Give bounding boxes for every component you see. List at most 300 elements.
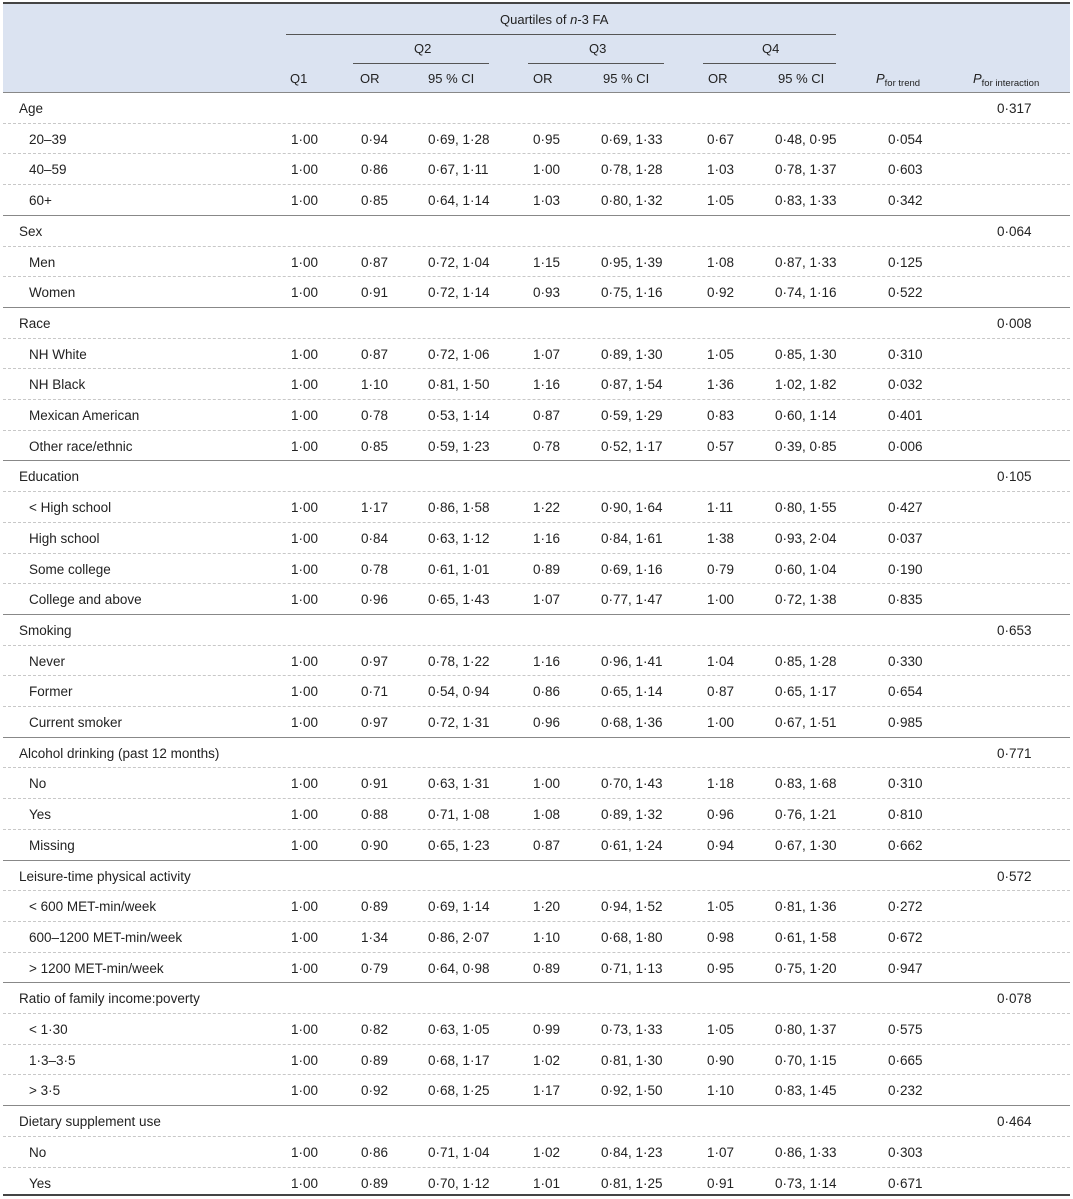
p-interaction-value: 0·572 [997, 868, 1032, 884]
q3-header: Q3 [589, 41, 607, 56]
p-interaction-value: 0·771 [997, 745, 1032, 761]
group-label: Race [19, 315, 51, 331]
cell-q4-or: 0·96 [707, 807, 735, 823]
cell-q2-or: 1·34 [361, 929, 389, 945]
cell-q2-or: 0·86 [361, 1144, 389, 1160]
cell-q2-or: 0·79 [361, 960, 389, 976]
cell-q1: 1·00 [291, 837, 319, 853]
row-label: NH White [29, 346, 87, 362]
cell-p-trend: 0·037 [888, 530, 923, 546]
p-interaction-value: 0·653 [997, 622, 1032, 638]
cell-q2-ci: 0·71, 1·04 [428, 1144, 490, 1160]
q3-ci-header: 95 % CI [603, 71, 650, 86]
cell-p-trend: 0·603 [888, 162, 923, 178]
table-row [3, 921, 1070, 953]
group-header-row [3, 1105, 1070, 1137]
cell-q4-ci: 0·86, 1·33 [775, 1144, 837, 1160]
cell-q3-or: 0·89 [533, 561, 561, 577]
cell-q1: 1·00 [291, 254, 319, 270]
cell-q3-ci: 0·90, 1·64 [601, 500, 663, 516]
cell-q4-or: 1·07 [707, 1144, 735, 1160]
q3-or-header: OR [533, 71, 553, 86]
cell-q4-or: 0·91 [707, 1175, 735, 1191]
cell-q3-ci: 0·81, 1·30 [601, 1052, 663, 1068]
table-row [3, 184, 1070, 216]
cell-p-trend: 0·054 [888, 131, 923, 147]
cell-q2-or: 0·84 [361, 530, 389, 546]
cell-q3-or: 1·08 [533, 807, 561, 823]
group-header-row [3, 982, 1070, 1014]
row-label: > 3·5 [29, 1083, 61, 1099]
cell-q4-or: 1·05 [707, 193, 735, 209]
cell-q4-or: 0·95 [707, 960, 735, 976]
cell-q3-ci: 0·69, 1·33 [601, 131, 663, 147]
cell-q2-or: 0·89 [361, 1052, 389, 1068]
row-label: Men [29, 254, 56, 270]
cell-q2-or: 0·90 [361, 837, 389, 853]
cell-q1: 1·00 [291, 408, 319, 423]
cell-p-trend: 0·032 [888, 377, 923, 393]
table-row [3, 952, 1070, 984]
cell-q1: 1·00 [291, 653, 319, 669]
cell-q2-ci: 0·86, 2·07 [428, 929, 490, 945]
row-label: Mexican American [29, 408, 140, 423]
cell-q3-ci: 0·69, 1·16 [601, 561, 663, 577]
group-header-row [3, 215, 1070, 247]
cell-q2-or: 0·92 [361, 1083, 389, 1099]
group-label: Age [19, 101, 44, 116]
cell-p-trend: 0·310 [888, 346, 923, 362]
table-row [3, 645, 1070, 677]
cell-q1: 1·00 [291, 561, 319, 577]
cell-q4-ci: 0·74, 1·16 [775, 285, 837, 301]
cell-q2-or: 0·85 [361, 193, 389, 209]
cell-q2-ci: 0·59, 1·23 [428, 438, 490, 454]
cell-q4-or: 1·08 [707, 254, 735, 270]
cell-q3-or: 1·02 [533, 1144, 561, 1160]
cell-q3-or: 1·16 [533, 530, 561, 546]
cell-p-trend: 0·272 [888, 899, 923, 915]
cell-q4-ci: 0·72, 1·38 [775, 592, 837, 608]
cell-q1: 1·00 [291, 1144, 319, 1160]
cell-q2-or: 0·97 [361, 653, 389, 669]
cell-p-trend: 0·985 [888, 715, 923, 730]
cell-p-trend: 0·190 [888, 561, 923, 577]
cell-q3-ci: 0·96, 1·41 [601, 653, 663, 669]
cell-p-trend: 0·006 [888, 438, 923, 454]
cell-q2-ci: 0·61, 1·01 [428, 561, 490, 577]
cell-q3-or: 0·87 [533, 408, 561, 423]
cell-q3-or: 0·89 [533, 960, 561, 976]
p-interaction-value: 0·317 [997, 101, 1032, 116]
cell-q2-ci: 0·70, 1·12 [428, 1175, 490, 1191]
cell-q2-or: 0·78 [361, 561, 389, 577]
cell-q2-ci: 0·64, 1·14 [428, 193, 490, 209]
cell-q1: 1·00 [291, 500, 319, 516]
cell-q4-ci: 0·48, 0·95 [775, 131, 837, 147]
cell-q3-ci: 0·78, 1·28 [601, 162, 663, 178]
cell-q4-or: 0·79 [707, 561, 735, 577]
cell-q4-ci: 0·67, 1·30 [775, 837, 837, 853]
row-label: High school [29, 530, 100, 546]
cell-q3-or: 0·99 [533, 1022, 561, 1037]
table-row [3, 706, 1070, 738]
cell-q4-ci: 0·78, 1·37 [775, 162, 837, 178]
table-row [3, 890, 1070, 922]
row-label: Other race/ethnic [29, 438, 133, 454]
cell-q3-or: 0·96 [533, 715, 561, 730]
cell-p-trend: 0·835 [888, 592, 923, 608]
p-interaction-value: 0·105 [997, 469, 1032, 485]
cell-q2-ci: 0·63, 1·05 [428, 1022, 490, 1037]
cell-q1: 1·00 [291, 807, 319, 823]
cell-q3-ci: 0·77, 1·47 [601, 592, 663, 608]
row-label: 20–39 [29, 131, 67, 147]
cell-q4-ci: 0·75, 1·20 [775, 960, 837, 976]
cell-q1: 1·00 [291, 285, 319, 301]
cell-q2-or: 0·94 [361, 131, 389, 147]
group-label: Smoking [19, 622, 72, 638]
cell-q2-ci: 0·63, 1·31 [428, 776, 490, 792]
cell-q2-or: 0·91 [361, 285, 389, 301]
cell-q3-ci: 0·89, 1·30 [601, 346, 663, 362]
cell-q2-ci: 0·72, 1·06 [428, 346, 490, 362]
cell-q3-or: 1·03 [533, 193, 561, 209]
cell-p-trend: 0·575 [888, 1022, 923, 1037]
p-trend-header: $P_{for trend}$ [876, 71, 921, 89]
group-label: Alcohol drinking (past 12 months) [19, 745, 220, 761]
cell-q3-ci: 0·59, 1·29 [601, 408, 663, 423]
cell-p-trend: 0·672 [888, 929, 923, 945]
cell-q1: 1·00 [291, 899, 319, 915]
cell-q3-or: 1·00 [533, 162, 561, 178]
cell-q3-ci: 0·95, 1·39 [601, 254, 663, 270]
group-label: Education [19, 469, 80, 485]
cell-p-trend: 0·342 [888, 193, 923, 209]
cell-q3-ci: 0·68, 1·80 [601, 929, 663, 945]
cell-q4-ci: 0·60, 1·14 [775, 408, 837, 423]
row-label: Current smoker [29, 715, 123, 730]
cell-q4-or: 1·38 [707, 530, 735, 546]
cell-q4-ci: 0·81, 1·36 [775, 899, 837, 915]
cell-q3-or: 0·93 [533, 285, 561, 301]
cell-p-trend: 0·662 [888, 837, 923, 853]
row-label: < 1·30 [29, 1022, 68, 1037]
cell-q4-ci: 0·83, 1·45 [775, 1083, 837, 1099]
row-label: Former [29, 684, 73, 700]
cell-q4-ci: 0·85, 1·28 [775, 653, 837, 669]
cell-q4-ci: 0·39, 0·85 [775, 438, 837, 454]
q2-ci-header: 95 % CI [428, 71, 475, 86]
cell-q2-or: 0·71 [361, 684, 389, 700]
cell-q2-or: 1·17 [361, 500, 389, 516]
cell-p-trend: 0·810 [888, 807, 923, 823]
cell-q3-or: 1·16 [533, 377, 561, 393]
cell-q4-ci: 0·76, 1·21 [775, 807, 837, 823]
table-row [3, 368, 1070, 400]
row-label: Missing [29, 837, 75, 853]
cell-q2-or: 0·88 [361, 807, 389, 823]
cell-q2-ci: 0·71, 1·08 [428, 807, 490, 823]
cell-q3-or: 1·01 [533, 1175, 561, 1191]
cell-p-trend: 0·947 [888, 960, 923, 976]
cell-q3-ci: 0·80, 1·32 [601, 193, 663, 209]
p-interaction-value: 0·464 [997, 1114, 1032, 1130]
cell-q3-ci: 0·84, 1·23 [601, 1144, 663, 1160]
cell-q4-ci: 0·80, 1·55 [775, 500, 837, 516]
table-bottom-rule [3, 1194, 1070, 1196]
cell-q4-ci: 0·87, 1·33 [775, 254, 837, 270]
row-label: Women [29, 285, 76, 301]
table-row [3, 1044, 1070, 1076]
cell-q3-or: 0·86 [533, 684, 561, 700]
cell-q4-or: 0·83 [707, 408, 735, 423]
cell-q2-or: 0·82 [361, 1022, 389, 1037]
cell-q3-ci: 0·52, 1·17 [601, 438, 663, 454]
cell-q4-or: 1·05 [707, 346, 735, 362]
cell-p-trend: 0·330 [888, 653, 923, 669]
cell-q1: 1·00 [291, 530, 319, 546]
cell-q4-or: 1·03 [707, 162, 735, 178]
cell-q4-or: 1·18 [707, 776, 735, 792]
cell-q3-ci: 0·70, 1·43 [601, 776, 663, 792]
cell-q4-ci: 0·73, 1·14 [775, 1175, 837, 1191]
cell-q4-ci: 0·80, 1·37 [775, 1022, 837, 1037]
group-header-row [3, 737, 1070, 769]
cell-q4-or: 0·90 [707, 1052, 735, 1068]
table-row [3, 522, 1070, 554]
table-header [3, 4, 1070, 93]
cell-q3-ci: 0·73, 1·33 [601, 1022, 663, 1037]
cell-q4-or: 1·11 [707, 500, 734, 516]
row-label: College and above [29, 592, 142, 608]
group-header-row [3, 460, 1070, 492]
row-label: 1·3–3·5 [29, 1052, 76, 1068]
group-label: Sex [19, 223, 43, 239]
cell-p-trend: 0·125 [888, 254, 923, 270]
q2-underline [353, 63, 489, 64]
cell-q1: 1·00 [291, 1083, 319, 1099]
cell-q2-or: 0·96 [361, 592, 389, 608]
row-label: 600–1200 MET-min/week [29, 929, 183, 945]
cell-q4-ci: 0·83, 1·33 [775, 193, 837, 209]
cell-q1: 1·00 [291, 193, 319, 209]
cell-q4-or: 0·57 [707, 438, 735, 454]
row-label: No [29, 1144, 47, 1160]
table-row [3, 553, 1070, 585]
cell-q3-ci: 0·92, 1·50 [601, 1083, 663, 1099]
q2-or-header: OR [360, 71, 380, 86]
cell-q3-ci: 0·81, 1·25 [601, 1175, 663, 1191]
group-header-row [3, 860, 1070, 892]
cell-q1: 1·00 [291, 776, 319, 792]
table-row [3, 583, 1070, 615]
table-row [3, 430, 1070, 462]
cell-q3-ci: 0·94, 1·52 [601, 899, 663, 915]
cell-q1: 1·00 [291, 929, 319, 945]
cell-q3-or: 0·95 [533, 131, 561, 147]
cell-q2-or: 0·97 [361, 715, 389, 730]
cell-q2-or: 0·78 [361, 408, 389, 423]
cell-q1: 1·00 [291, 131, 319, 147]
cell-q4-ci: 0·61, 1·58 [775, 929, 837, 945]
cell-p-trend: 0·232 [888, 1083, 923, 1099]
group-label: Ratio of family income:poverty [19, 991, 200, 1007]
cell-q1: 1·00 [291, 438, 319, 454]
cell-q2-ci: 0·54, 0·94 [428, 684, 490, 700]
cell-q3-ci: 0·84, 1·61 [601, 530, 663, 546]
cell-q2-or: 0·91 [361, 776, 389, 792]
cell-q4-or: 1·04 [707, 653, 735, 669]
table-row [3, 491, 1070, 523]
cell-q1: 1·00 [291, 684, 319, 700]
row-label: Never [29, 653, 66, 669]
cell-q4-or: 1·00 [707, 715, 735, 730]
cell-q2-or: 0·86 [361, 162, 389, 178]
group-label: Leisure-time physical activity [19, 868, 191, 884]
row-label: Yes [29, 1175, 52, 1191]
cell-q3-or: 0·87 [533, 837, 561, 853]
row-label: < High school [29, 500, 112, 516]
q4-or-header: OR [708, 71, 728, 86]
cell-q2-ci: 0·72, 1·14 [428, 285, 490, 301]
cell-q4-or: 1·10 [707, 1083, 735, 1099]
cell-q2-or: 1·10 [361, 377, 389, 393]
table-row [3, 153, 1070, 185]
cell-q4-ci: 0·85, 1·30 [775, 346, 837, 362]
cell-q4-ci: 0·60, 1·04 [775, 561, 837, 577]
group-header-row [3, 614, 1070, 646]
cell-q3-or: 1·22 [533, 500, 561, 516]
cell-q3-or: 0·78 [533, 438, 561, 454]
cell-q3-ci: 0·75, 1·16 [601, 285, 663, 301]
p-interaction-value: 0·078 [997, 991, 1032, 1007]
q1-header: Q1 [290, 71, 308, 86]
quartiles-header: Quartiles of n-3 FA [500, 12, 609, 27]
cell-q3-ci: 0·71, 1·13 [601, 960, 663, 976]
cell-q2-ci: 0·68, 1·17 [428, 1052, 490, 1068]
cell-q2-ci: 0·67, 1·11 [428, 162, 489, 178]
cell-q3-ci: 0·89, 1·32 [601, 807, 663, 823]
cell-q3-ci: 0·65, 1·14 [601, 684, 663, 700]
cell-q3-ci: 0·87, 1·54 [601, 377, 663, 393]
cell-q4-or: 1·00 [707, 592, 735, 608]
table-row [3, 399, 1070, 431]
cell-q2-ci: 0·64, 0·98 [428, 960, 490, 976]
row-label: Some college [29, 561, 111, 577]
cell-p-trend: 0·310 [888, 776, 923, 792]
cell-q2-ci: 0·68, 1·25 [428, 1083, 490, 1099]
group-header-row [3, 307, 1070, 339]
quartiles-underline [286, 34, 836, 35]
cell-q4-or: 0·94 [707, 837, 735, 853]
cell-p-trend: 0·401 [888, 408, 923, 423]
p-interaction-header: $P_{for interaction}$ [973, 71, 1040, 89]
cell-q3-or: 1·07 [533, 592, 561, 608]
row-label: < 600 MET-min/week [29, 899, 157, 915]
table-row [3, 276, 1070, 308]
cell-q2-ci: 0·65, 1·43 [428, 592, 490, 608]
cell-q2-ci: 0·72, 1·04 [428, 254, 490, 270]
table-row [3, 123, 1070, 155]
cell-p-trend: 0·303 [888, 1144, 923, 1160]
row-label: Yes [29, 807, 52, 823]
cell-q2-or: 0·87 [361, 254, 389, 270]
group-header-row [3, 92, 1070, 124]
table-row [3, 338, 1070, 370]
cell-q4-ci: 0·83, 1·68 [775, 776, 837, 792]
cell-q2-or: 0·85 [361, 438, 389, 454]
table-row [3, 246, 1070, 278]
cell-q4-or: 1·05 [707, 899, 735, 915]
cell-q4-ci: 0·93, 2·04 [775, 530, 837, 546]
p-interaction-value: 0·064 [997, 223, 1032, 239]
cell-q2-or: 0·89 [361, 899, 389, 915]
q2-header: Q2 [414, 41, 432, 56]
cell-q4-or: 1·05 [707, 1022, 735, 1037]
cell-q4-or: 1·36 [707, 377, 735, 393]
cell-q2-ci: 0·78, 1·22 [428, 653, 490, 669]
cell-q2-ci: 0·65, 1·23 [428, 837, 490, 853]
cell-q4-or: 0·67 [707, 131, 735, 147]
q4-header: Q4 [762, 41, 780, 56]
cell-q3-or: 1·02 [533, 1052, 561, 1068]
q4-underline [703, 63, 836, 64]
cell-q3-or: 1·16 [533, 653, 561, 669]
row-label: 40–59 [29, 162, 67, 178]
cell-q4-or: 0·92 [707, 285, 735, 301]
cell-q1: 1·00 [291, 346, 319, 362]
cell-q1: 1·00 [291, 1022, 319, 1037]
cell-q3-ci: 0·61, 1·24 [601, 837, 663, 853]
table-row [3, 1013, 1070, 1045]
cell-q1: 1·00 [291, 377, 319, 393]
cell-q2-or: 0·87 [361, 346, 389, 362]
cell-q2-ci: 0·53, 1·14 [428, 408, 490, 423]
q3-underline [528, 63, 664, 64]
cell-p-trend: 0·671 [888, 1175, 923, 1191]
cell-p-trend: 0·427 [888, 500, 923, 516]
cell-q1: 1·00 [291, 592, 319, 608]
cell-q4-or: 0·98 [707, 929, 735, 945]
table-row [3, 1074, 1070, 1106]
cell-p-trend: 0·665 [888, 1052, 923, 1068]
cell-q3-or: 1·10 [533, 929, 561, 945]
cell-q1: 1·00 [291, 1052, 319, 1068]
cell-q3-or: 1·00 [533, 776, 561, 792]
cell-q1: 1·00 [291, 162, 319, 178]
cell-q2-ci: 0·72, 1·31 [428, 715, 490, 730]
cell-q2-ci: 0·69, 1·14 [428, 899, 490, 915]
row-label: > 1200 MET-min/week [29, 960, 164, 976]
cell-q2-ci: 0·81, 1·50 [428, 377, 490, 393]
table-row [3, 675, 1070, 707]
cell-q3-or: 1·07 [533, 346, 561, 362]
cell-q3-or: 1·17 [533, 1083, 561, 1099]
cell-p-trend: 0·522 [888, 285, 923, 301]
q4-ci-header: 95 % CI [778, 71, 825, 86]
cell-q4-ci: 0·65, 1·17 [775, 684, 837, 700]
table-row [3, 1136, 1070, 1168]
row-label: NH Black [29, 377, 86, 393]
p-interaction-value: 0·008 [997, 315, 1032, 331]
table-row [3, 798, 1070, 830]
cell-q2-ci: 0·86, 1·58 [428, 500, 490, 516]
cell-q1: 1·00 [291, 1175, 319, 1191]
cell-q2-ci: 0·63, 1·12 [428, 530, 490, 546]
cell-q3-ci: 0·68, 1·36 [601, 715, 663, 730]
cell-p-trend: 0·654 [888, 684, 923, 700]
